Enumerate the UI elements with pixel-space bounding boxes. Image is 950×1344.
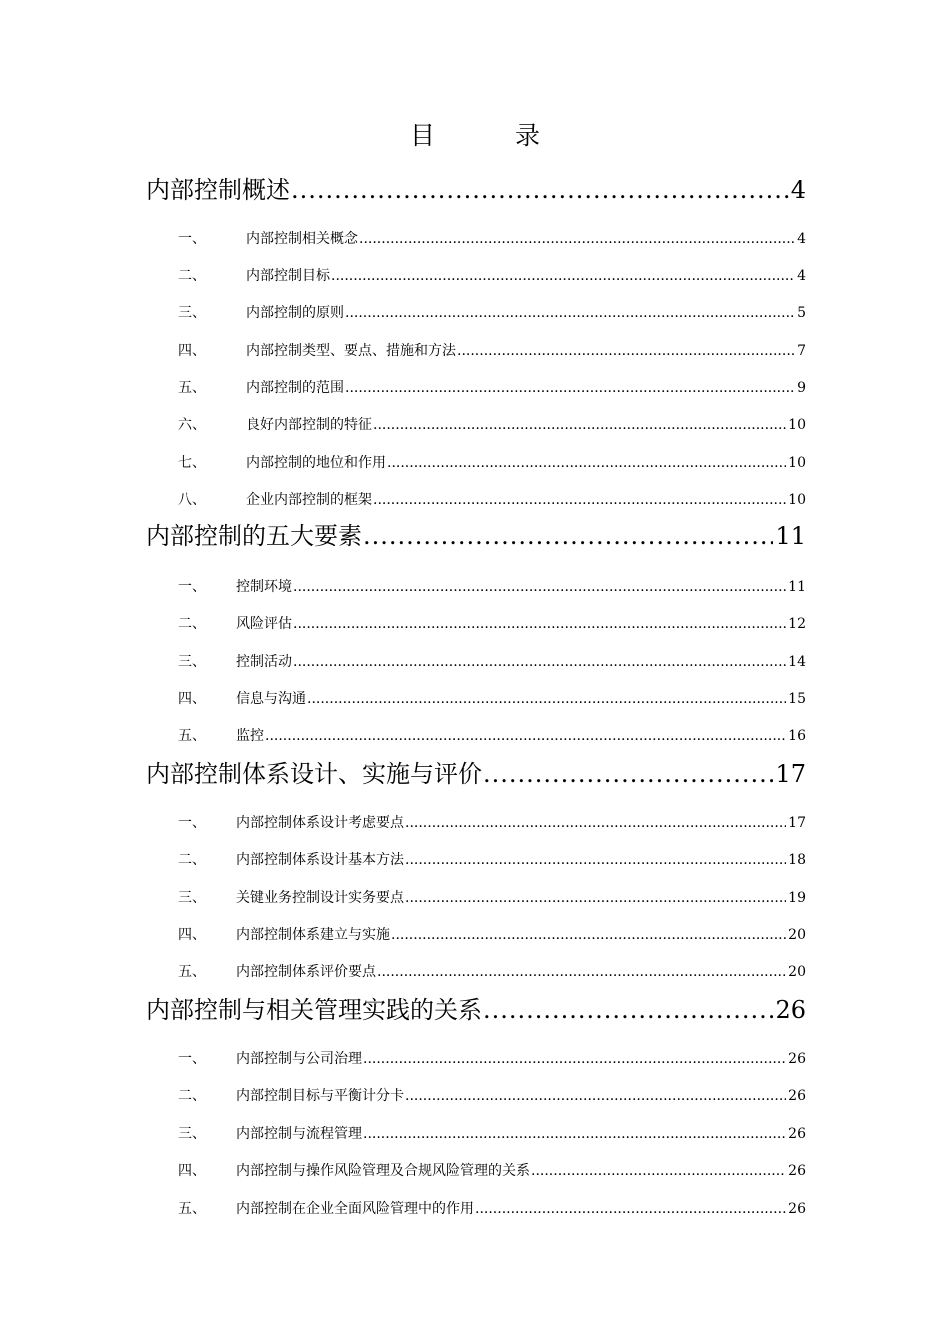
- toc-chapter-page: 17: [775, 760, 806, 788]
- toc-section-label: 内部控制目标与平衡计分卡: [236, 1088, 404, 1104]
- toc-dot-leader: [373, 492, 786, 508]
- toc-section-label: 风险评估: [236, 616, 292, 632]
- toc-section-page: 15: [788, 691, 806, 707]
- toc-dot-leader: [483, 996, 773, 1024]
- toc-section-page: 20: [788, 964, 806, 980]
- toc-dot-leader: [291, 176, 789, 204]
- toc-chapter-entry[interactable]: [146, 516, 806, 551]
- toc-section-label: 控制环境: [236, 579, 292, 595]
- toc-dot-leader: [387, 455, 786, 471]
- toc-section-label: 控制活动: [236, 654, 292, 670]
- toc-section-label: 企业内部控制的框架: [246, 492, 372, 508]
- toc-dot-leader: [405, 852, 786, 868]
- toc-dot-leader: [405, 890, 786, 906]
- toc-section-label: 内部控制与操作风险管理及合规风险管理的关系: [236, 1163, 530, 1179]
- toc-section-number: 一、: [178, 579, 206, 595]
- toc-dot-leader: [331, 268, 795, 284]
- toc-section-number: 五、: [178, 964, 206, 980]
- toc-section-page: 10: [788, 417, 806, 433]
- toc-section-page: 5: [797, 305, 806, 321]
- toc-section-page: 17: [788, 815, 806, 831]
- toc-section-page: 26: [788, 1163, 806, 1179]
- toc-chapter-page: 4: [790, 176, 806, 204]
- toc-section-entry[interactable]: [178, 849, 806, 869]
- toc-section-number: 三、: [178, 654, 206, 670]
- toc-chapter-title: 内部控制与相关管理实践的关系: [146, 996, 482, 1024]
- toc-section-page: 26: [788, 1201, 806, 1217]
- toc-section-entry[interactable]: [178, 489, 806, 509]
- toc-section-label: 信息与沟通: [236, 691, 306, 707]
- toc-section-entry[interactable]: [178, 228, 806, 248]
- toc-section-entry[interactable]: [178, 1085, 806, 1105]
- toc-section-entry[interactable]: [178, 452, 806, 472]
- toc-section-page: 18: [788, 852, 806, 868]
- toc-chapter-entry[interactable]: [146, 990, 806, 1025]
- toc-section-label: 内部控制相关概念: [246, 231, 358, 247]
- toc-section-number: 一、: [178, 815, 206, 831]
- toc-section-entry[interactable]: [178, 924, 806, 944]
- toc-section-page: 4: [797, 268, 806, 284]
- toc-section-number: 八、: [178, 492, 206, 508]
- toc-section-entry[interactable]: [178, 302, 806, 322]
- toc-section-label: 内部控制的地位和作用: [246, 455, 386, 471]
- toc-section-label: 内部控制的原则: [246, 305, 344, 321]
- toc-section-page: 19: [788, 890, 806, 906]
- toc-dot-leader: [359, 231, 795, 247]
- toc-section-entry[interactable]: [178, 961, 806, 981]
- toc-section-entry[interactable]: [178, 725, 806, 745]
- toc-section-entry[interactable]: [178, 887, 806, 907]
- toc-section-entry[interactable]: [178, 651, 806, 671]
- toc-chapter-page: 26: [775, 996, 806, 1024]
- toc-section-number: 四、: [178, 1163, 206, 1179]
- toc-chapter-title: 内部控制的五大要素: [146, 522, 362, 550]
- toc-section-entry[interactable]: [178, 377, 806, 397]
- toc-section-page: 26: [788, 1051, 806, 1067]
- toc-section-number: 二、: [178, 852, 206, 868]
- toc-section-page: 26: [788, 1126, 806, 1142]
- toc-section-label: 内部控制目标: [246, 268, 330, 284]
- toc-dot-leader: [363, 1126, 786, 1142]
- toc-section-number: 四、: [178, 691, 206, 707]
- toc-dot-leader: [345, 380, 795, 396]
- toc-section-label: 内部控制与公司治理: [236, 1051, 362, 1067]
- toc-section-page: 4: [797, 231, 806, 247]
- toc-section-page: 7: [797, 343, 806, 359]
- toc-section-page: 11: [788, 579, 806, 595]
- toc-dot-leader: [531, 1163, 786, 1179]
- toc-section-number: 二、: [178, 616, 206, 632]
- toc-section-page: 10: [788, 455, 806, 471]
- toc-section-label: 内部控制的范围: [246, 380, 344, 396]
- toc-section-number: 二、: [178, 1088, 206, 1104]
- toc-section-entry[interactable]: [178, 1123, 806, 1143]
- toc-dot-leader: [373, 417, 786, 433]
- toc-section-page: 14: [788, 654, 806, 670]
- toc-title: 目 录: [410, 121, 576, 150]
- toc-dot-leader: [293, 654, 786, 670]
- toc-dot-leader: [307, 691, 786, 707]
- toc-section-number: 六、: [178, 417, 206, 433]
- toc-section-entry[interactable]: [178, 414, 806, 434]
- toc-section-label: 良好内部控制的特征: [246, 417, 372, 433]
- toc-dot-leader: [293, 616, 786, 632]
- toc-dot-leader: [293, 579, 786, 595]
- toc-dot-leader: [265, 728, 786, 744]
- toc-section-label: 内部控制体系设计考虑要点: [236, 815, 404, 831]
- toc-dot-leader: [363, 1051, 786, 1067]
- toc-chapter-title: 内部控制体系设计、实施与评价: [146, 760, 482, 788]
- toc-section-number: 一、: [178, 231, 206, 247]
- toc-section-number: 一、: [178, 1051, 206, 1067]
- toc-section-entry[interactable]: [178, 688, 806, 708]
- toc-section-number: 三、: [178, 890, 206, 906]
- toc-section-label: 内部控制类型、要点、措施和方法: [246, 343, 456, 359]
- toc-dot-leader: [363, 522, 773, 550]
- toc-section-number: 四、: [178, 927, 206, 943]
- toc-dot-leader: [475, 1201, 786, 1217]
- toc-section-entry[interactable]: [178, 576, 806, 596]
- toc-section-label: 内部控制在企业全面风险管理中的作用: [236, 1201, 474, 1217]
- toc-section-page: 16: [788, 728, 806, 744]
- toc-dot-leader: [345, 305, 795, 321]
- toc-section-page: 10: [788, 492, 806, 508]
- toc-section-label: 内部控制与流程管理: [236, 1126, 362, 1142]
- toc-section-page: 12: [788, 616, 806, 632]
- toc-section-page: 20: [788, 927, 806, 943]
- toc-section-page: 26: [788, 1088, 806, 1104]
- toc-section-entry[interactable]: [178, 1198, 806, 1218]
- toc-section-label: 关键业务控制设计实务要点: [236, 890, 404, 906]
- toc-section-number: 五、: [178, 728, 206, 744]
- toc-section-entry[interactable]: [178, 1160, 806, 1180]
- toc-section-number: 五、: [178, 380, 206, 396]
- toc-section-label: 监控: [236, 728, 264, 744]
- toc-chapter-entry[interactable]: [146, 170, 806, 205]
- toc-dot-leader: [457, 343, 795, 359]
- toc-section-entry[interactable]: [178, 340, 806, 360]
- toc-section-number: 三、: [178, 305, 206, 321]
- toc-dot-leader: [483, 760, 773, 788]
- toc-section-label: 内部控制体系评价要点: [236, 964, 376, 980]
- toc-dot-leader: [377, 964, 786, 980]
- toc-section-entry[interactable]: [178, 812, 806, 832]
- toc-section-page: 9: [797, 380, 806, 396]
- toc-section-number: 二、: [178, 268, 206, 284]
- toc-section-number: 四、: [178, 343, 206, 359]
- toc-section-entry[interactable]: [178, 1048, 806, 1068]
- toc-section-entry[interactable]: [178, 265, 806, 285]
- toc-section-number: 五、: [178, 1201, 206, 1217]
- toc-chapter-title: 内部控制概述: [146, 176, 290, 204]
- toc-section-label: 内部控制体系设计基本方法: [236, 852, 404, 868]
- toc-dot-leader: [405, 815, 786, 831]
- toc-section-number: 三、: [178, 1126, 206, 1142]
- toc-chapter-page: 11: [775, 522, 806, 550]
- toc-dot-leader: [391, 927, 786, 943]
- toc-section-label: 内部控制体系建立与实施: [236, 927, 390, 943]
- toc-chapter-entry[interactable]: [146, 754, 806, 789]
- toc-dot-leader: [405, 1088, 786, 1104]
- toc-section-entry[interactable]: [178, 613, 806, 633]
- toc-section-number: 七、: [178, 455, 206, 471]
